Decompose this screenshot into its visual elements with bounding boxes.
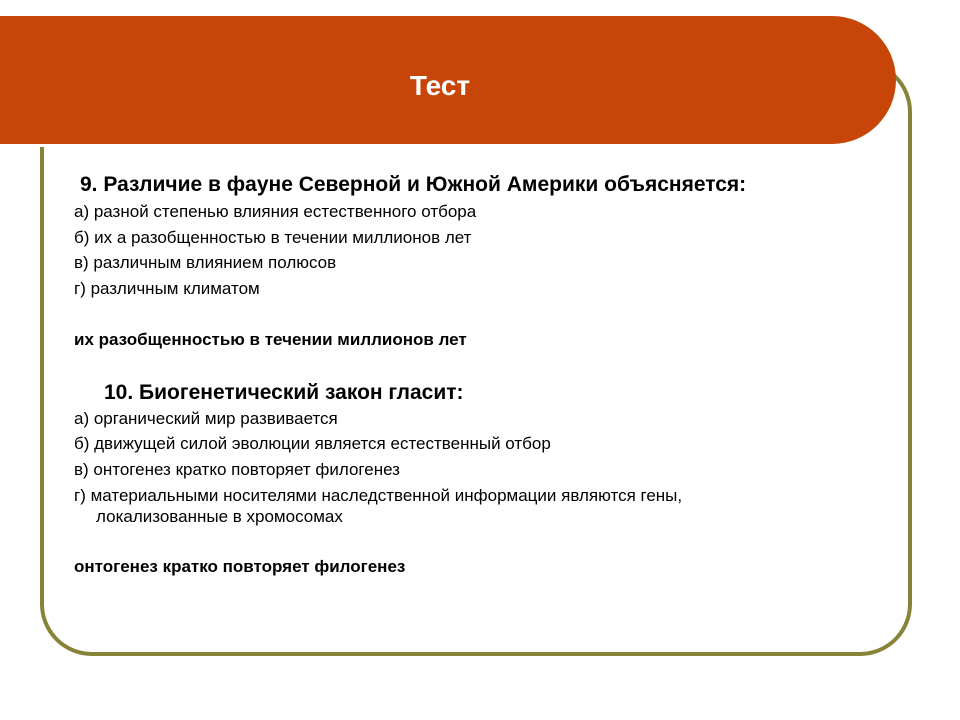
- question-9-option-b: б) их а разобщенностью в течении миллионов лет: [74, 228, 472, 247]
- question-9-option-a: а) разной степенью влияния естественного отбора: [74, 202, 477, 221]
- question-9-option-c: в) различным влиянием полюсов: [74, 253, 337, 272]
- question-10-option-c: в) онтогенез кратко повторяет филогенез: [74, 460, 400, 479]
- question-10-text: 10. Биогенетический закон гласит:: [104, 381, 464, 404]
- question-9-option-d: г) различным климатом: [74, 279, 260, 298]
- question-10-option-b: б) движущей силой эволюции является естественный отбор: [74, 434, 551, 453]
- question-10-option-d-continued: локализованные в хромосомах: [96, 507, 343, 526]
- question-10-option-a: а) органический мир развивается: [74, 409, 338, 428]
- question-9-text: 9. Различие в фауне Северной и Южной Америки объясняется:: [80, 173, 747, 196]
- slide-title: Тест: [409, 70, 471, 101]
- question-10-answer: онтогенез кратко повторяет филогенез: [74, 557, 406, 576]
- question-9-answer: их разобщенностью в течении миллионов лет: [74, 330, 467, 349]
- question-10-option-d: г) материальными носителями наследственной информации являются гены,: [74, 486, 683, 505]
